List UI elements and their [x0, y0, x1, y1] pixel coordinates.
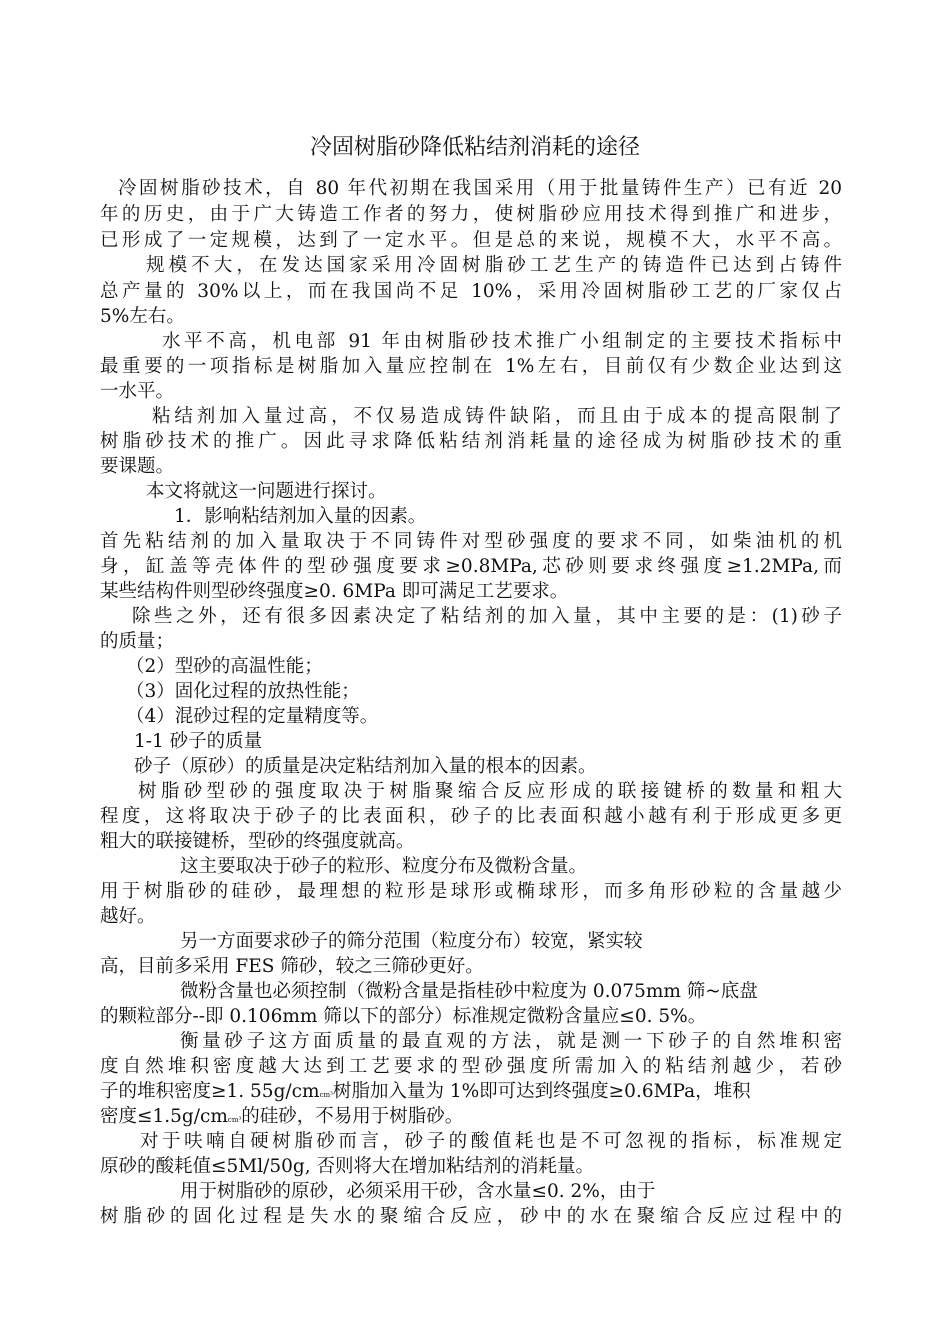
text-line: 衡量砂子这方面质量的最直观的方法，就是测一下砂子的自然堆积密: [180, 1031, 842, 1052]
text-line: 用于树脂砂的原砂，必须采用干砂，含水量≤0. 2%，由于: [180, 1181, 656, 1202]
text-line: 砂子（原砂）的质量是决定粘结剂加入量的根本的因素。: [134, 756, 597, 777]
text-line: 粘结剂加入量过高，不仅易造成铸件缺陷，而且由于成本的提高限制了: [152, 406, 842, 427]
text-line: 微粉含量也必须控制（微粉含量是指桂砂中粒度为 0.075mm 筛~底盘: [180, 981, 758, 1002]
text-line: 最重要的一项指标是树脂加入量应控制在 1%左右，目前仅有少数企业达到这: [100, 356, 842, 377]
text-line: 的质量；: [100, 631, 175, 652]
section-heading: 1-1 砂子的质量: [134, 731, 263, 752]
list-item: （2）型砂的高温性能；: [126, 656, 323, 677]
text-line-with-unit: [100, 1105, 463, 1132]
text-line: 冷固树脂砂技术，自 80 年代初期在我国采用（用于批量铸件生产）已有近 20: [118, 178, 842, 199]
text-line: 树脂砂型砂的强度取决于树脂聚缩合反应形成的联接键桥的数量和粗大: [138, 781, 842, 802]
text-line: 粗大的联接键桥，型砂的终强度就高。: [100, 831, 415, 852]
text-line: 高，目前多采用 FES 筛砂，较之三筛砂更好。: [100, 956, 484, 977]
text-line: 年的历史，由于广大铸造工作者的努力，使树脂砂应用技术得到推广和进步，: [100, 204, 842, 225]
text-line: 用于树脂砂的硅砂，最理想的粒形是球形或椭球形，而多角形砂粒的含量越少: [100, 881, 842, 902]
text-segment: 树脂加入量为 1%即可达到终强度≥0.6MPa，堆积: [332, 1081, 751, 1102]
text-segment: 密度≤1.5g/cm: [100, 1106, 228, 1127]
text-line: 的颗粒部分--即 0.106mm 筛以下的部分）标准规定微粉含量应≤0. 5%。: [100, 1006, 707, 1027]
text-line: 总产量的 30%以上，而在我国尚不足 10%，采用冷固树脂砂工艺的厂家仅占: [100, 281, 842, 302]
text-line: 原砂的酸耗值≤5Ml/50g, 否则将大在增加粘结剂的消耗量。: [100, 1156, 595, 1177]
text-line: 树脂砂技术的推广。因此寻求降低粘结剂消耗量的途径成为树脂砂技术的重: [100, 431, 842, 452]
text-line: 规模不大，在发达国家采用冷固树脂砂工艺生产的铸造件已达到占铸件: [146, 255, 842, 276]
list-item: （3）固化过程的放热性能；: [126, 681, 360, 702]
unit-superscript: cm³: [319, 1091, 333, 1099]
text-line: 5%左右。: [100, 306, 185, 327]
text-line: 某些结构件则型砂终强度≥0. 6MPa 即可满足工艺要求。: [100, 581, 569, 602]
text-segment: 子的堆积密度≥1. 55g/cm: [100, 1081, 320, 1102]
text-line: 已形成了一定规模，达到了一定水平。但是总的来说，规模不大，水平不高。: [100, 230, 842, 251]
text-line: 要课题。: [100, 456, 175, 477]
text-line: 树脂砂的固化过程是失水的聚缩合反应，砂中的水在聚缩合反应过程中的: [100, 1206, 842, 1227]
text-line: 对于呋喃自硬树脂砂而言，砂子的酸值耗也是不可忽视的指标，标准规定: [140, 1131, 842, 1152]
page-title: 冷固树脂砂降低粘结剂消耗的途径: [309, 135, 640, 160]
text-line: 除些之外，还有很多因素决定了粘结剂的加入量，其中主要的是：(1)砂子: [132, 606, 842, 627]
text-line: 度自然堆积密度越大达到工艺要求的型砂强度所需加入的粘结剂越少，若砂: [100, 1056, 842, 1077]
text-line: 首先粘结剂的加入量取决于不同铸件对型砂强度的要求不同，如柴油机的机: [100, 531, 842, 552]
list-item: （4）混砂过程的定量精度等。: [126, 706, 379, 727]
text-segment: 的硅砂，不易用于树脂砂。: [241, 1106, 464, 1127]
text-line: 程度，这将取决于砂子的比表面积，砂子的比表面积越小越有利于形成更多更: [100, 806, 842, 827]
text-line: 一水平。: [100, 381, 175, 402]
text-line: 越好。: [100, 906, 156, 927]
unit-superscript: cm³: [227, 1116, 242, 1124]
text-line: 水平不高，机电部 91 年由树脂砂技术推广小组制定的主要技术指标中: [162, 331, 842, 352]
text-line: 这主要取决于砂子的粒形、粒度分布及微粉含量。: [180, 856, 588, 877]
section-heading: 1．影响粘结剂加入量的因素。: [174, 506, 427, 527]
text-line: 另一方面要求砂子的筛分范围（粒度分布）较宽，紧实较: [180, 931, 643, 952]
text-line: 本文将就这一问题进行探讨。: [146, 481, 387, 502]
text-line-with-unit: [100, 1080, 751, 1107]
text-line: 身，缸盖等壳体件的型砂强度要求≥0.8MPa,芯砂则要求终强度≥1.2MPa,而: [100, 556, 842, 577]
